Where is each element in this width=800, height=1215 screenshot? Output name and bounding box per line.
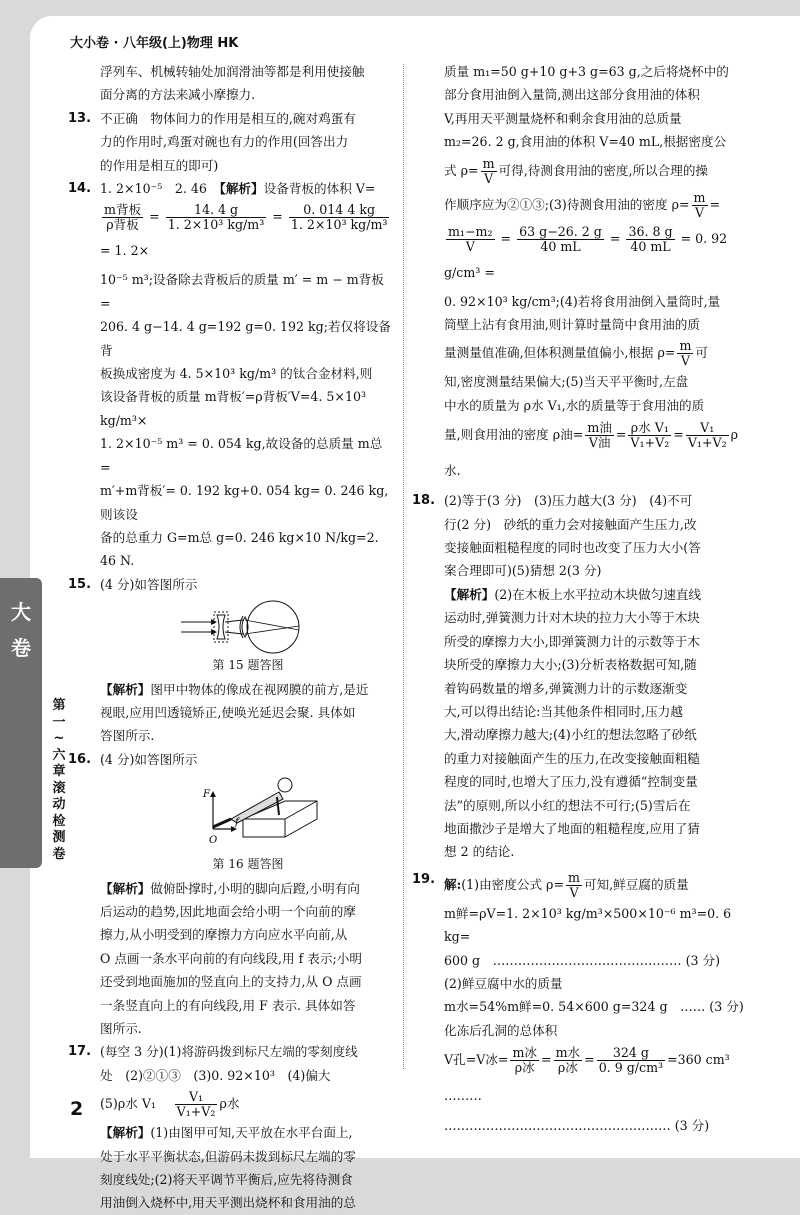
text-line: 1. 2×10⁻⁵ m³ = 0. 054 kg,故设备的总质量 m总 = — [100, 436, 383, 475]
side-tab — [0, 578, 66, 868]
text-span: = 1. 2× — [100, 243, 150, 259]
point-O-label: O — [209, 835, 218, 847]
formula-line: $\frac{\text{m₁−m₂}}{V}$ = $\frac{63 g-26. 2 g}{40 mL}$ = $\frac{36. 8 g}{40 mL}$ = 0. 92 g/cm³ = — [444, 223, 728, 280]
fraction: $\frac{m}{V}$ — [693, 189, 706, 220]
text-span: (2)在木板上水平拉动木块做匀速直线 — [494, 586, 702, 602]
text-line — [100, 177, 396, 200]
text-line: 大,可以得出结论:当其他条件相同时,压力越 — [444, 703, 683, 719]
fraction: $\frac{324 g}{\text{0. 9 g/cm³}}$ — [598, 1045, 664, 1076]
text-line: 中水的质量为 ρ水 V₁,水的质量等于食用油的质 — [444, 397, 705, 413]
text-line: 刻度线处;(2)将天平调节平衡后,应先将待测食 — [100, 1172, 353, 1188]
eye-diagram — [100, 600, 396, 677]
formula-line: 量测量值准确,但体积测量值偏小,根据 ρ= $\frac{m}{V}$ 可 — [444, 338, 709, 369]
formula-line: 式 ρ= $\frac{m}{V}$ 可得,待测食用油的密度,所以合理的操 — [444, 155, 709, 186]
analysis-tag: 【解析】 — [100, 1125, 151, 1141]
question-number: 16. — [68, 751, 92, 767]
question-16 — [68, 748, 396, 1041]
question-number: 17. — [68, 1044, 92, 1060]
side-tab-subtitle: 第一~六章滚动检测卷 — [52, 698, 66, 862]
analysis-tag: 【解析】 — [100, 880, 151, 896]
fraction: $\frac{14. 4 g}{\text{1. 2×10³ kg/m³}}$ — [167, 202, 265, 233]
text-line: 视眼,应用凹透镜矫正,使唤光延迟会聚. 具体如 — [100, 704, 356, 720]
text-line: 力的作用时,鸡蛋对碗也有力的作用(回答出力 — [100, 134, 349, 150]
fraction: $\frac{\text{m油}}{\text{V油}}$ — [587, 420, 612, 451]
fraction: $\frac{0. 014 4 kg}{\text{1. 2×10³ kg/m³}}$ — [290, 202, 388, 233]
fraction: $\frac{\text{m水}}{\text{ρ冰}}$ — [555, 1045, 581, 1076]
question-number: 13. — [68, 110, 92, 126]
analysis-tag: 【解析】 — [100, 681, 151, 697]
text-span: (5)ρ水 V₁ — [100, 1096, 169, 1112]
text-line: m鲜=ρV=1. 2×10³ kg/m³×500×10⁻⁶ m³=0. 6 kg= — [444, 905, 732, 945]
text-line: 筒壁上沾有食用油,则计算时量筒中食用油的质 — [444, 317, 700, 333]
question-number: 18. — [412, 493, 436, 509]
text-span: ρ水 — [219, 1096, 240, 1112]
text-line: (2)鲜豆腐中水的质量 — [444, 975, 563, 991]
text-line: 0. 92×10³ kg/cm³;(4)若将食用油倒入量筒时,量 — [444, 293, 721, 309]
text-span: 图甲中物体的像成在视网膜的前方,是近 — [150, 681, 369, 697]
left-column — [68, 60, 396, 1215]
text-line: 化冻后孔洞的总体积 — [444, 1022, 558, 1038]
text-line: m′+m背板′= 0. 192 kg+0. 054 kg= 0. 246 kg,则该设 — [100, 483, 389, 522]
text-line: (每空 3 分)(1)将游码拨到标尺左端的零刻度线 — [100, 1044, 358, 1060]
solve-label: 解: — [444, 876, 462, 892]
question-17 — [68, 1040, 396, 1214]
text-line: 一条竖直向上的有向线段,用 F 表示. 具体如答 — [100, 997, 356, 1013]
q12-continued — [68, 60, 396, 107]
text-line: 运动时,弹簧测力计对木块的拉力大小等于木块 — [444, 610, 700, 626]
text-line: 部分食用油倒入量筒,测出这部分食用油的体积 — [444, 87, 700, 103]
text-line: 程度的同时,也增大了压力,没有遵循“控制变量 — [444, 774, 698, 790]
text-line — [100, 1121, 396, 1144]
text-line: 图所示. — [100, 1021, 142, 1036]
figure-caption: 第 15 题答图 — [212, 658, 284, 673]
text-line: 该设备背板的质量 m背板′=ρ背板′V=4. 5×10³ kg/m³× — [100, 389, 367, 428]
text-line: 还受到地面施加的竖直向上的支持力,从 O 点画 — [100, 974, 362, 990]
formula-line: 解:(1)由密度公式 ρ= $\frac{m}{V}$ 可知,鲜豆腐的质量 — [444, 869, 689, 900]
text-line — [444, 583, 748, 606]
text-line: 的作用是相互的即可) — [100, 157, 219, 173]
text-line: 板换成密度为 4. 5×10³ kg/m³ 的钛合金材料,则 — [100, 366, 373, 382]
fraction: $\frac{\text{V₁}}{\text{V₁+V₂}}$ — [687, 420, 727, 451]
text-line: 处于水平平衡状态,但游码未拨到标尺左端的零 — [100, 1148, 356, 1164]
text-line: 的重力对接触面产生的压力,在改变接触面粗糙 — [444, 750, 700, 766]
text-line: 浮列车、机械转轴处加润滑油等都是利用使接触 — [100, 64, 365, 79]
text-line: 所受的摩擦力大小,即弹簧测力计的示数等于木 — [444, 633, 700, 649]
text-line — [100, 678, 396, 701]
pushup-figure — [173, 775, 323, 853]
question-number: 14. — [68, 181, 92, 197]
force-F-label: F — [203, 789, 210, 801]
pushup-diagram — [100, 775, 396, 876]
text-line: 备的总重力 G=m总 g=0. 246 kg×10 N/kg=2. 46 N. — [100, 529, 379, 569]
text-line: 地面撒沙子是增大了地面的粗糙程度,应用了猜 — [444, 820, 700, 836]
analysis-tag: 【解析】 — [444, 586, 495, 602]
text-line: O 点画一条水平向前的有向线段,用 f 表示;小明 — [100, 950, 362, 966]
eye-lens-figure — [173, 600, 323, 654]
question-15 — [68, 573, 396, 748]
text-line: m₂=26. 2 g,食用油的体积 V=40 mL,根据密度公 — [444, 134, 727, 150]
text-line: 案合理即可)(5)猜想 2(3 分) — [444, 563, 602, 579]
page-number: 2 — [70, 1098, 84, 1120]
text-line: 行(2 分) 砂纸的重力会对接触面产生压力,改 — [444, 516, 697, 532]
q17-continued — [412, 60, 748, 489]
figure-caption: 第 16 题答图 — [212, 857, 284, 872]
text-span: (1)由图甲可知,天平放在水平台面上, — [150, 1125, 353, 1141]
text-line: (2)等于(3 分) (3)压力越大(3 分) (4)不可 — [444, 493, 693, 509]
fraction: $\frac{\text{V₁}}{\text{V₁+V₂}}$ — [176, 1089, 216, 1120]
fraction: $\frac{\text{ρ水 V₁}}{\text{V₁+V₂}}$ — [630, 420, 670, 451]
text-line: 质量 m₁=50 g+10 g+3 g=63 g,之后将烧杯中的 — [444, 64, 729, 79]
fraction: $\frac{\text{m背板}}{\text{ρ背板}}$ — [104, 202, 142, 233]
text-line: m水=54%m鲜=0. 54×600 g=324 g …… (3 分) — [444, 999, 744, 1015]
text-line: 着钩码数量的增多,弹簧测力计的示数逐渐变 — [444, 680, 688, 696]
text-span: 做俯卧撑时,小明的脚向后蹬,小明有向 — [150, 880, 360, 896]
text-line: V,再用天平测量烧杯和剩余食用油的总质量 — [444, 110, 682, 126]
text-line: (4 分)如答图所示 — [100, 576, 198, 592]
text-line: 不正确 物体间力的作用是相互的,碗对鸡蛋有 — [100, 110, 356, 126]
text-line: 法”的原则,所以小红的想法不可行;(5)雪后在 — [444, 797, 691, 813]
text-line: 块所受的摩擦力大小;(3)分析表格数据可知,随 — [444, 657, 697, 673]
analysis-tag: 【解析】 — [219, 181, 264, 197]
question-number: 19. — [412, 871, 436, 887]
text-line: 用油倒入烧杯中,用天平测出烧杯和食用油的总 — [100, 1195, 356, 1211]
column-divider — [403, 64, 404, 1069]
page-header: 大小卷 · 八年级(上)物理 HK — [70, 36, 239, 51]
question-13 — [68, 107, 396, 177]
question-18 — [412, 489, 748, 864]
question-19 — [412, 868, 748, 1138]
fraction: $\frac{m}{V}$ — [568, 869, 580, 900]
text-line: 想 2 的结论. — [444, 844, 515, 860]
text-span: 设备背板的体积 V= — [263, 181, 376, 197]
fraction: $\frac{\text{m₁−m₂}}{V}$ — [448, 223, 493, 254]
formula-line — [100, 1087, 396, 1121]
text-line: 10⁻⁵ m³;设备除去背板后的质量 m′ = m − m背板 = — [100, 272, 384, 311]
text-line: 知,密度测量结果偏大;(5)当天平平衡时,左盘 — [444, 374, 689, 390]
text-line: 擦力,从小明受到的摩擦力方向应水平向前,从 — [100, 927, 348, 943]
question-14 — [68, 177, 396, 573]
text-line: 面分离的方法来减小摩擦力. — [100, 87, 256, 103]
text-line: 206. 4 g−14. 4 g=192 g=0. 192 kg;若仅将设备背 — [100, 319, 391, 358]
fraction: $\frac{\text{m冰}}{\text{ρ冰}}$ — [512, 1045, 538, 1076]
text-line: ……………………………………………… (3 分) — [444, 1118, 710, 1134]
text-line: 大,滑动摩擦力越大;(4)小红的想法忽略了砂纸 — [444, 727, 697, 743]
formula-line: V孔=V冰= $\frac{\text{m冰}}{\text{ρ冰}}$ = $\frac{\text{m水}}{\text{ρ冰}}$ = $\frac{324 g}{\text{0. 9 g/cm³}}$ =360 cm³ ……… — [444, 1045, 730, 1104]
answer-text: 1. 2×10⁻⁵ 2. 46 — [100, 181, 220, 197]
formula-line: 作顺序应为②①③;(3)待测食用油的密度 ρ= $\frac{m}{V}$ = — [444, 189, 721, 220]
right-column — [412, 60, 748, 1138]
force-f-label: f — [235, 817, 239, 829]
fraction: $\frac{m}{V}$ — [482, 155, 495, 186]
text-line: 处 (2)②①③ (3)0. 92×10³ (4)偏大 — [100, 1067, 331, 1083]
side-tab-label: 大卷 — [11, 600, 31, 660]
formula-line: 量,则食用油的密度 ρ油= $\frac{\text{m油}}{\text{V油}}$ = $\frac{\text{ρ水 V₁}}{\text{V₁+V₂}}$ = $\frac{\text{V₁}}{\text{V₁+V₂}}$ ρ水. — [444, 420, 739, 479]
text-line: (4 分)如答图所示 — [100, 751, 198, 767]
fraction: $\frac{36. 8 g}{40 mL}$ — [628, 223, 673, 254]
text-line: 600 g ……………………………………… (3 分) — [444, 952, 721, 968]
fraction: $\frac{63 g-26. 2 g}{40 mL}$ — [519, 223, 602, 254]
question-number: 15. — [68, 576, 92, 592]
fraction: $\frac{m}{V}$ — [679, 338, 692, 369]
formula-line: $\frac{\text{m背板}}{\text{ρ背板}}$ = $\frac{14. 4 g}{\text{1. 2×10³ kg/m³}}$ = $\frac{0. 014 4 kg}{\text{1. 2×10³ kg/m³}}$ = 1. 2× — [100, 202, 388, 259]
text-line: 答图所示. — [100, 728, 155, 744]
text-line — [100, 877, 396, 900]
text-line: 变接触面粗糙程度的同时也改变了压力大小(答 — [444, 540, 701, 556]
text-line: 后运动的趋势,因此地面会给小明一个向前的摩 — [100, 903, 356, 919]
